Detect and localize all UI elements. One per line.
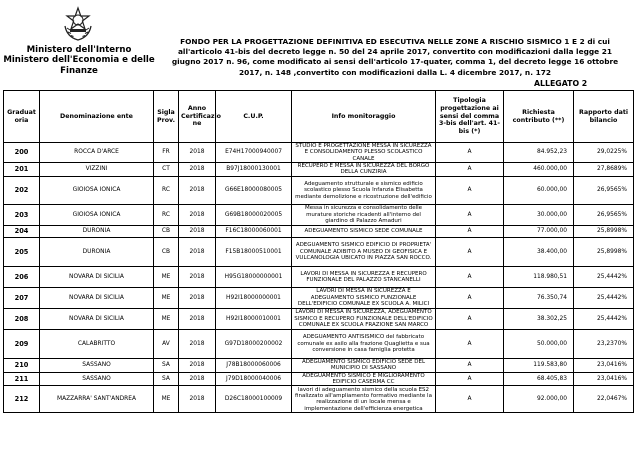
table-row <box>4 308 634 329</box>
cell-info-monitoraggio: ADEGUAMENTO SISMICO E MIGLIORAMENTO EDIFICIO CASERMA CC <box>292 372 436 386</box>
cell-sigla-prov: ME <box>154 308 179 329</box>
cell-anno: 2018 <box>179 176 216 204</box>
cell-sigla-prov: CB <box>154 225 179 237</box>
cell-info-monitoraggio: ADEGUAMENTO SISMICO EDIFICIO SEDE DEL MUNICIPIO DI SASSANO <box>292 358 436 372</box>
header-rapporto-dati-bilancio: Rapporto dati bilancio <box>574 91 634 143</box>
table-row <box>4 358 634 372</box>
cell-cup: J79D18000040006 <box>216 372 292 386</box>
table-body <box>4 143 634 413</box>
table-row <box>4 372 634 386</box>
cell-cup: F15B18000510001 <box>216 237 292 266</box>
cell-anno: 2018 <box>179 266 216 287</box>
cell-richiesta-contributo: 50.000,00 <box>504 329 574 358</box>
cell-rapporto: 26,9565% <box>574 204 634 225</box>
table-row <box>4 386 634 413</box>
cell-rapporto: 23,0416% <box>574 372 634 386</box>
cell-cup: H92I18000010001 <box>216 308 292 329</box>
header-info-monitoraggio: Info monitoraggio <box>292 91 436 143</box>
cell-richiesta-contributo: 30.000,00 <box>504 204 574 225</box>
cell-denominazione-ente: DURONIA <box>40 237 154 266</box>
cell-denominazione-ente: NOVARA DI SICILIA <box>40 308 154 329</box>
cell-graduatoria: 211 <box>4 372 40 386</box>
cell-tipologia: A <box>436 308 504 329</box>
cell-cup: G97D18000200002 <box>216 329 292 358</box>
ministry-economia: Ministero dell'Economia e delle Finanze <box>3 55 155 76</box>
cell-rapporto: 25,8998% <box>574 237 634 266</box>
table-row <box>4 204 634 225</box>
cell-richiesta-contributo: 68.405,83 <box>504 372 574 386</box>
cell-rapporto: 25,4442% <box>574 308 634 329</box>
cell-anno: 2018 <box>179 287 216 308</box>
cell-anno: 2018 <box>179 204 216 225</box>
cell-tipologia: A <box>436 225 504 237</box>
cell-denominazione-ente: NOVARA DI SICILIA <box>40 287 154 308</box>
cell-info-monitoraggio: LAVORI DI MESSA IN SICUREZZA, ADEGUAMENTO SISMICO E RECUPERO FUNZIONALE DELL'EDIFICIO COMUNALE EX SCUOLA FRAZIONE SAN MARCO <box>292 308 436 329</box>
cell-tipologia: A <box>436 162 504 176</box>
cell-sigla-prov: CT <box>154 162 179 176</box>
cell-info-monitoraggio: lavori di adeguamento sismico della scuola ES2 finalizzato all'ampliamento formativo mediante la realizzazione di un locale mensa e implementazione dell'efficienza energetica <box>292 386 436 413</box>
table-row <box>4 329 634 358</box>
cell-denominazione-ente: NOVARA DI SICILIA <box>40 266 154 287</box>
cell-sigla-prov: ME <box>154 266 179 287</box>
table-header-row <box>4 91 634 143</box>
cell-anno: 2018 <box>179 162 216 176</box>
cell-richiesta-contributo: 92.000,00 <box>504 386 574 413</box>
cell-cup: G69B18000020005 <box>216 204 292 225</box>
cell-graduatoria: 212 <box>4 386 40 413</box>
cell-denominazione-ente: ROCCA D'ARCE <box>40 143 154 163</box>
cell-richiesta-contributo: 118.980,51 <box>504 266 574 287</box>
cell-rapporto: 29,0225% <box>574 143 634 163</box>
cell-rapporto: 23,2370% <box>574 329 634 358</box>
cell-denominazione-ente: CALABRITTO <box>40 329 154 358</box>
cell-graduatoria: 204 <box>4 225 40 237</box>
cell-tipologia: A <box>436 237 504 266</box>
cell-anno: 2018 <box>179 372 216 386</box>
cell-richiesta-contributo: 76.350,74 <box>504 287 574 308</box>
cell-graduatoria: 209 <box>4 329 40 358</box>
cell-graduatoria: 206 <box>4 266 40 287</box>
header-denominazione-ente: Denominazione ente <box>40 91 154 143</box>
cell-sigla-prov: RC <box>154 176 179 204</box>
cell-anno: 2018 <box>179 143 216 163</box>
table-row <box>4 266 634 287</box>
cell-sigla-prov: ME <box>154 386 179 413</box>
cell-rapporto: 26,9565% <box>574 176 634 204</box>
header-anno-certificazione: Anno Certificazio ne <box>179 91 216 143</box>
cell-cup: J78B18000060006 <box>216 358 292 372</box>
cell-cup: G66E18000080005 <box>216 176 292 204</box>
cell-graduatoria: 207 <box>4 287 40 308</box>
cell-graduatoria: 208 <box>4 308 40 329</box>
cell-cup: F16C18000060001 <box>216 225 292 237</box>
cell-anno: 2018 <box>179 225 216 237</box>
cell-info-monitoraggio: LAVORI DI MESSA IN SICUREZZA E RECUPERO FUNZIONALE DEL PALAZZO STANCANELLI <box>292 266 436 287</box>
cell-cup: H95G18000000001 <box>216 266 292 287</box>
cell-anno: 2018 <box>179 329 216 358</box>
cell-rapporto: 22,0467% <box>574 386 634 413</box>
cell-info-monitoraggio: ADEGUAMENTO SISMICO EDIFICIO DI PROPRIETA' COMUNALE ADIBITO A MUSEO DI GEOFISICA E VULCANOLOGIA UBICATO IN PIAZZA SAN ROCCO. <box>292 237 436 266</box>
cell-tipologia: A <box>436 386 504 413</box>
cell-sigla-prov: AV <box>154 329 179 358</box>
ministries-heading <box>0 45 158 76</box>
funding-table <box>3 90 634 413</box>
cell-graduatoria: 210 <box>4 358 40 372</box>
cell-anno: 2018 <box>179 386 216 413</box>
cell-cup: D26C18000100009 <box>216 386 292 413</box>
cell-tipologia: A <box>436 329 504 358</box>
cell-graduatoria: 200 <box>4 143 40 163</box>
document-title: FONDO PER LA PROGETTAZIONE DEFINITIVA ED ESECUTIVA NELLE ZONE A RISCHIO SISMICO 1 E 2 di cui all'articolo 41-bis del decreto legge n. 50 del 24 aprile 2017, convertito con modificazioni dalla legge 21 giugno 2017 n. 96, come modificato ai sensi dell'articolo 17-quater, comma 1, del decreto legge 16 ottobre 2017, n. 148 ,convertito con modificazioni dalla L. 4 dicembre 2017, n. 172 <box>171 37 619 77</box>
cell-graduatoria: 202 <box>4 176 40 204</box>
cell-denominazione-ente: GIOIOSA IONICA <box>40 176 154 204</box>
cell-sigla-prov: FR <box>154 143 179 163</box>
cell-tipologia: A <box>436 358 504 372</box>
cell-info-monitoraggio: ADEGUAMENTO SISMICO SEDE COMUNALE <box>292 225 436 237</box>
cell-richiesta-contributo: 38.302,25 <box>504 308 574 329</box>
cell-cup: B97J18000130001 <box>216 162 292 176</box>
cell-tipologia: A <box>436 372 504 386</box>
cell-sigla-prov: CB <box>154 237 179 266</box>
cell-denominazione-ente: DURONIA <box>40 225 154 237</box>
cell-richiesta-contributo: 119.583,80 <box>504 358 574 372</box>
cell-info-monitoraggio: ADEGUAMENTO ANTISISMICO del fabbricato comunale ex asilo alla frazione Quaglietta e sua conversione in casa famiglia protetta <box>292 329 436 358</box>
cell-denominazione-ente: GIOIOSA IONICA <box>40 204 154 225</box>
cell-cup: E74H17000940007 <box>216 143 292 163</box>
cell-tipologia: A <box>436 287 504 308</box>
cell-info-monitoraggio: LAVORI DI MESSA IN SICUREZZA E ADEGUAMENTO SISMICO FUNZIONALE DELL'EDIFICIO COMUNALE EX SCUOLA A. MILICI <box>292 287 436 308</box>
cell-graduatoria: 203 <box>4 204 40 225</box>
cell-denominazione-ente: SASSANO <box>40 358 154 372</box>
cell-info-monitoraggio: Messa in sicurezza e consolidamento delle murature storiche ricadenti all'interno del giardino di Palazzo Amaduri <box>292 204 436 225</box>
header-richiesta-contributo: Richiesta contributo (**) <box>504 91 574 143</box>
table-row <box>4 237 634 266</box>
cell-denominazione-ente: VIZZINI <box>40 162 154 176</box>
cell-graduatoria: 205 <box>4 237 40 266</box>
cell-rapporto: 27,8689% <box>574 162 634 176</box>
cell-denominazione-ente: MAZZARRA' SANT'ANDREA <box>40 386 154 413</box>
cell-tipologia: A <box>436 176 504 204</box>
cell-cup: H92I18000000001 <box>216 287 292 308</box>
cell-tipologia: A <box>436 266 504 287</box>
table-row <box>4 225 634 237</box>
cell-tipologia: A <box>436 143 504 163</box>
cell-anno: 2018 <box>179 237 216 266</box>
cell-sigla-prov: RC <box>154 204 179 225</box>
cell-richiesta-contributo: 38.400,00 <box>504 237 574 266</box>
table-row <box>4 287 634 308</box>
cell-rapporto: 25,8998% <box>574 225 634 237</box>
cell-rapporto: 25,4442% <box>574 287 634 308</box>
header-sigla-prov: Sigla Prov. <box>154 91 179 143</box>
cell-graduatoria: 201 <box>4 162 40 176</box>
header-cup: C.U.P. <box>216 91 292 143</box>
cell-sigla-prov: SA <box>154 358 179 372</box>
cell-richiesta-contributo: 84.952,23 <box>504 143 574 163</box>
ministry-interno: Ministero dell'Interno <box>26 45 132 55</box>
cell-richiesta-contributo: 77.000,00 <box>504 225 574 237</box>
cell-rapporto: 23,0416% <box>574 358 634 372</box>
cell-rapporto: 25,4442% <box>574 266 634 287</box>
cell-sigla-prov: ME <box>154 287 179 308</box>
cell-anno: 2018 <box>179 308 216 329</box>
italian-republic-emblem-icon <box>61 4 95 42</box>
table-row <box>4 143 634 163</box>
cell-info-monitoraggio: RECUPERO E MESSA IN SICUREZZA DEL BORGO DELLA CUNZIRIA <box>292 162 436 176</box>
allegato-label: ALLEGATO 2 <box>534 79 588 88</box>
cell-sigla-prov: SA <box>154 372 179 386</box>
header-graduatoria: Graduat oria <box>4 91 40 143</box>
table-row <box>4 176 634 204</box>
cell-anno: 2018 <box>179 358 216 372</box>
cell-info-monitoraggio: STUDIO E PROGETTAZIONE MESSA IN SICUREZZA E CONSOLIDAMENTO PLESSO SCOLASTICO CANALE <box>292 143 436 163</box>
cell-richiesta-contributo: 60.000,00 <box>504 176 574 204</box>
cell-tipologia: A <box>436 204 504 225</box>
header-tipologia-progettazione: Tipologia progettazione ai sensi del comma 3-bis dell'art. 41-bis (*) <box>436 91 504 143</box>
table-row <box>4 162 634 176</box>
cell-richiesta-contributo: 460.000,00 <box>504 162 574 176</box>
cell-denominazione-ente: SASSANO <box>40 372 154 386</box>
cell-info-monitoraggio: Adeguamento strutturale e sismico edificio scolastico plesso Scuola Infanzia Elisabetta mediante demolizione e ricostruzione dell'edificio <box>292 176 436 204</box>
